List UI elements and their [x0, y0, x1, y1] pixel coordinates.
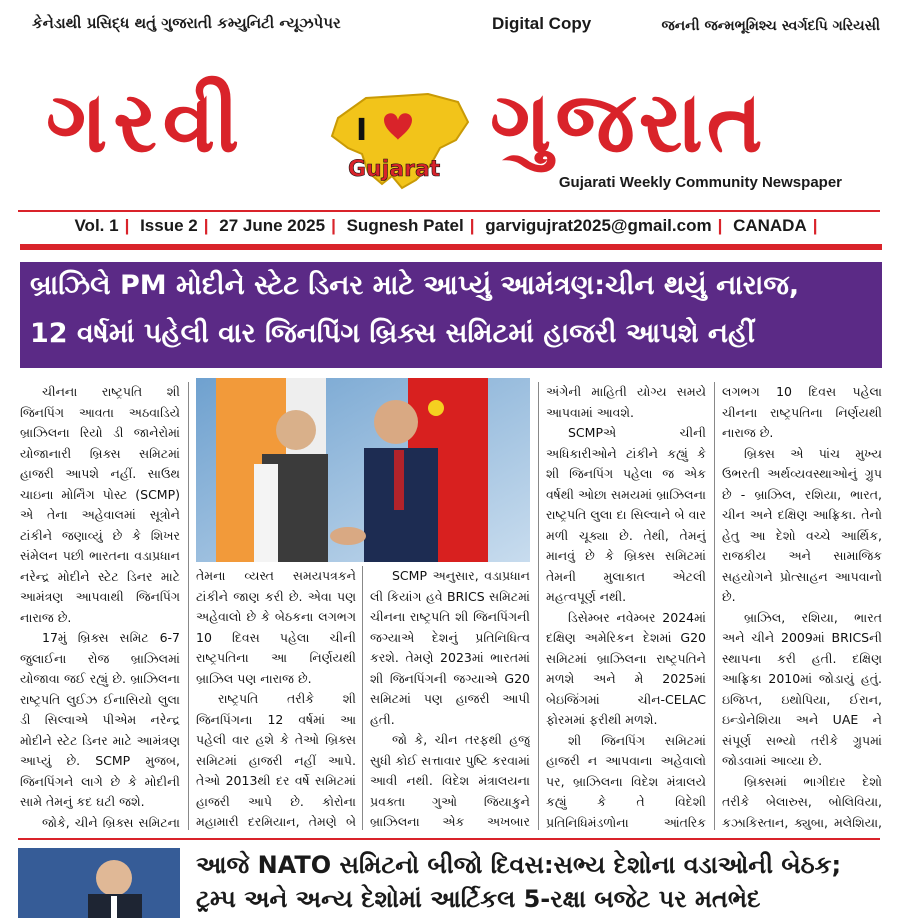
lead-headline-box [20, 262, 882, 368]
article-column-1 [20, 382, 180, 830]
info-top-rule [18, 210, 880, 212]
issue-info-bar [0, 210, 898, 244]
paragraph: SCMPએ ચીની અધિકારીઓને ટાંકીને કહ્યું કે શી જિનપિંગ પહેલા જ એક વર્ષથી ઓછા સમયમાં બ્રાઝિલના રાષ્ટ્રપતિ લુલા દા સિલ્વાને બે વાર મળી ચૂક્યા છે. તેથી, તેમનું માનવું છે કે બ્રિક્સ સમિટમાં તેમની મુલાકાત એટલી મહત્વપૂર્ણ નથી. [546, 425, 706, 604]
paragraph: ડિસેમ્બર નવેમ્બર 2024માં દક્ષિણ અમેરિકન દેશમાં G20 સમિટમાં બ્રાઝિલના રાષ્ટ્રપતિને મળશે અને મે 2025માં બેઇજિંગમાં ચીન-CELAC ફોરમમાં ફરીથી મળશે. [546, 609, 706, 727]
issue-info-line [0, 216, 898, 236]
separator: | [203, 216, 209, 235]
contact-email[interactable]: garvigujrat2025@gmail.com [485, 216, 712, 235]
country: CANADA [733, 216, 807, 235]
column-divider [188, 382, 189, 830]
paragraph: બ્રિક્સમાં ભાગીદાર દેશો તરીકે બેલારુસ, બોલિવિયા, કઝાકિસ્તાન, ક્યુબા, મલેશિયા, [722, 773, 882, 830]
separator: | [469, 216, 475, 235]
paragraph: અંગેની માહિતી યોગ્ય સમયે આપવામાં આવશે. [546, 384, 706, 420]
paragraph: રાષ્ટ્રપતિ તરીકે શી જિનપિંગના 12 વર્ષમાં આ પહેલી વાર હશે કે તેઓ બ્રિક્સ સમિટમાં હાજરી નહીં આપે. તેઓ 2013થી દર વર્ષે સમિટમાં હાજરી આપે છે. કોરોના મહામારી દરમિયાન, તેમણે બે [196, 691, 356, 829]
tagline-left: કેનેડાથી પ્રસિદ્ધ થતું ગુજરાતી કમ્યુનિટી ન્યૂઝપેપર [32, 14, 341, 32]
paragraph: લગભગ 10 દિવસ પહેલા ચીનના રાષ્ટ્રપતિના નિર્ણયથી નારાજ છે. [722, 384, 882, 440]
title-word-garvi: ગરવી [46, 73, 246, 171]
photo-illustration [196, 378, 530, 562]
article-column-5 [722, 382, 882, 830]
nato-story-photo [18, 848, 180, 918]
paragraph: જો કે, ચીન તરફથી હજુ સુધી કોઈ સત્તાવાર પુષ્ટિ કરવામાં આવી નથી. વિદેશ મંત્રાલયના પ્રવક્તા ગુઓ જિયાકુને બ્રાઝિલના એક અખબાર [370, 732, 530, 829]
volume: Vol. 1 [74, 216, 119, 235]
second-headline [196, 848, 886, 916]
lead-headline-line2: 12 વર્ષમાં પહેલી વાર જિનપિંગ બ્રિક્સ સમિટમાં હાજરી આપશે નહીં [30, 318, 755, 349]
paragraph: તેમના વ્યસ્ત સમયપત્રકને ટાંકીને જાણ કરી છે. એવા પણ અહેવાલો છે કે બેઠકના લગભગ 10 દિવસ પહેલા ચીની રાષ્ટ્રપતિના આ નિર્ણયથી બ્રાઝિલ પણ નારાજ છે. [196, 568, 356, 686]
paragraph: શી જિનપિંગ સમિટમાં હાજરી ન આપવાના અહેવાલો પર, બ્રાઝિલના વિદેશ મંત્રાલયે કહ્યું કે તે વિદેશી પ્રતિનિધિમંડળોના આંતરિક [546, 732, 706, 830]
separator: | [331, 216, 336, 235]
paragraph: ચીનના રાષ્ટ્રપતિ શી જિનપિંગ આવતા અઠવાડિયે બ્રાઝિલના રિયો ડી જાનેરોમાં યોજાનારી બ્રિક્સ સમિટમાં હાજરી આપશે નહીં. સાઉથ ચાઇના મોર્નિંગ પોસ્ટ (SCMP) એ તેના અહેવાલમાં સૂત્રોને ટાંકીને જણાવ્યું છે કે શિખર સંમેલન પછી ભારતના વડાપ્રધાન નરેન્દ્ર મોદીને સ્ટેટ ડિનર માટે આમંત્રણ આપવાથી જિનપિંગ નારાજ છે. [20, 384, 180, 625]
article-column-3 [370, 566, 530, 830]
gujarat-map-logo [318, 88, 478, 198]
article-column-2 [196, 566, 356, 830]
paragraph: બ્રિક્સ એ પાંચ મુખ્ય ઉભરતી અર્થવ્યવસ્થાઓનું ગ્રુપ છે - બ્રાઝિલ, રશિયા, ભારત, ચીન અને દક્ષિણ આફ્રિકા. તેનો હેતુ આ દેશો વચ્ચે આર્થિક, રાજકીય અને સામાજિક સહયોગને પ્રોત્સાહન આપવાનો છે. [722, 445, 882, 604]
paragraph: જોકે, ચીને બ્રિક્સ સમિટના [42, 814, 180, 830]
digital-copy-label: Digital Copy [492, 14, 592, 33]
paragraph: SCMP અનુસાર, વડાપ્રધાન લી કિયાંગ હવે BRICS સમિટમાં ચીનના રાષ્ટ્રપતિ શી જિનપિંગની જગ્યાએ દેશનું પ્રતિનિધિત્વ કરશે. તેમણે 2023માં ભારતમાં શી જિનપિંગની જગ્યાએ G20 સમિટમાં પણ હાજરી આપી હતી. [370, 568, 530, 727]
editor-name: Sugnesh Patel [346, 216, 464, 235]
article-column-4 [546, 382, 706, 830]
column-divider [538, 382, 539, 830]
second-headline-line2: ટ્રમ્પ અને અન્ય દેશોમાં આર્ટિકલ 5-રક્ષા બજેટ પર મતભેદ [196, 885, 761, 913]
logo-i-text: I [356, 113, 368, 148]
paragraph: 17મું બ્રિક્સ સમિટ 6-7 જુલાઈના રોજ બ્રાઝિલમાં યોજાવા જઈ રહ્યું છે. બ્રાઝિલના રાષ્ટ્રપતિ લુઈઝ ઈનાસિયો લુલા ડી સિલ્વાએ પીએમ નરેન્દ્ર મોદીને સ્ટેટ ડિનર માટે આમંત્રણ આપ્યું છે. SCMP મુજબ, જિનપિંગને લાગે છે કે મોદીની સામે તેમનું કદ ઘટી જશે. [20, 630, 180, 809]
second-headline-line1: આજે NATO સમિટનો બીજો દિવસ:સભ્ય દેશોના વડાઓની બેઠક; [196, 851, 842, 879]
motto: જનની જન્મભૂમિશ્ચ સ્વર્ગદપિ ગરિયસી [661, 18, 880, 34]
lead-headline-line1: બ્રાઝિલે PM મોદીને સ્ટેટ ડિનર માટે આપ્યું આમંત્રણ:ચીન થયું નારાજ, [30, 270, 800, 301]
separator: | [812, 216, 818, 235]
column-divider [714, 382, 715, 830]
separator: | [124, 216, 130, 235]
separator: | [717, 216, 723, 235]
column-divider [362, 566, 363, 830]
masthead-red-bar [20, 244, 882, 250]
section-divider [18, 838, 880, 840]
top-strip [0, 14, 898, 54]
logo-gujarat-text: Gujarat [348, 157, 441, 182]
issue-number: Issue 2 [140, 216, 198, 235]
title-word-gujarat: ગુજરાત [490, 73, 767, 171]
paragraph: બ્રાઝિલ, રશિયા, ભારત અને ચીને 2009માં BRICSની સ્થાપના કરી હતી. દક્ષિણ આફ્રિકા 2010માં જોડાયું હતું. ઇજિપ્ત, ઇથોપિયા, ઈરાન, ઇન્ડોનેશિયા અને UAE ને સંપૂર્ણ સભ્યો તરીકે ગ્રુપમાં જોડવામાં આવ્યા છે. [722, 609, 882, 768]
photo-illustration [18, 848, 180, 918]
modi-xi-handshake-photo [196, 378, 530, 562]
masthead [0, 58, 898, 208]
issue-date: 27 June 2025 [219, 216, 326, 235]
masthead-subtitle: Gujarati Weekly Community Newspaper [558, 174, 842, 191]
